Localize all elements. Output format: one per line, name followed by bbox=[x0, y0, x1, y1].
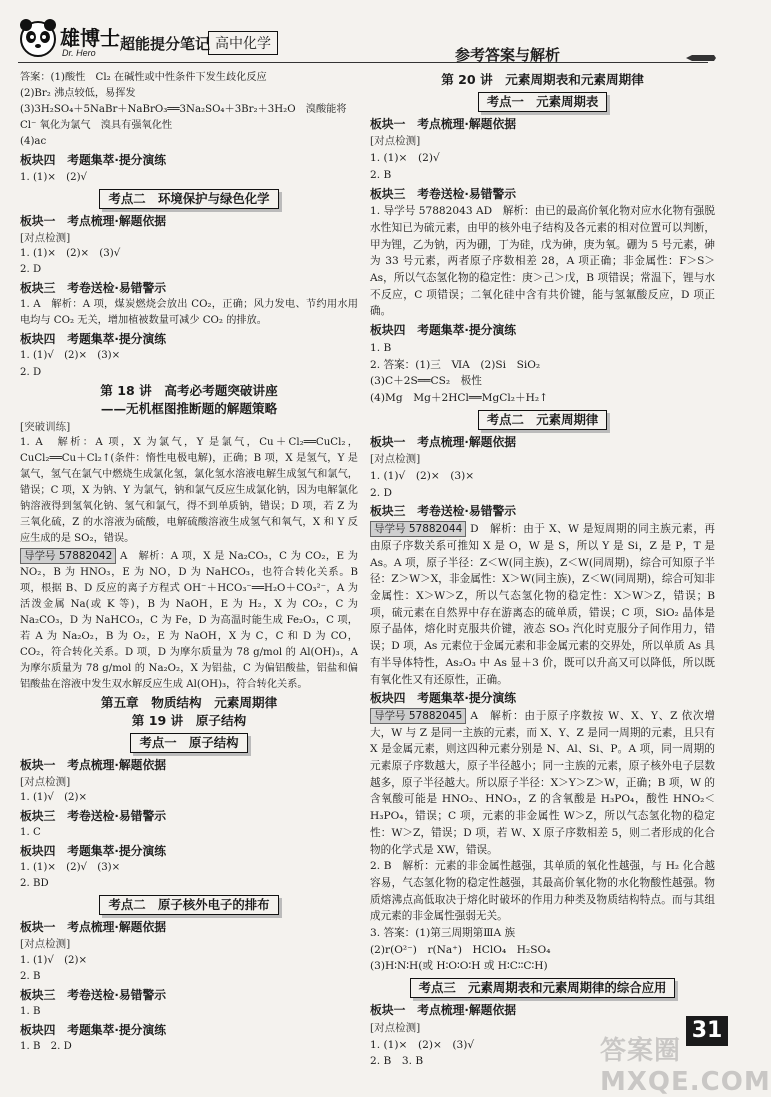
section-heading: 板块四 考题集萃·提分演练 bbox=[370, 691, 517, 706]
answer-line: 1. (1)√ (2)× (3)× bbox=[20, 350, 121, 362]
section-heading: 板块一 考点梳理·解题依据 bbox=[20, 213, 167, 228]
answer-line: 1. (1)× (2)× (3)√ bbox=[20, 247, 121, 259]
section-heading: 板块四 考题集萃·提分演练 bbox=[20, 1022, 167, 1037]
subject-badge: 高中化学 bbox=[208, 31, 278, 55]
answer-line: 2. B bbox=[20, 970, 41, 982]
answer-line: 1. (1)× (2)× (3)√ bbox=[370, 1038, 475, 1051]
answer-line: 1. (1)× (2)√ bbox=[20, 171, 88, 183]
page-header bbox=[0, 0, 750, 62]
section-heading: 板块四 考题集萃·提分演练 bbox=[370, 323, 517, 338]
answer-line: 1. A 解析：A 项，煤炭燃烧会放出 CO₂，正确；风力发电、节约用水用电均与 CO₂ 无关，增加植被数量可减少 CO₂ 的排放。 bbox=[20, 299, 358, 327]
check-label: [对点检测] bbox=[370, 135, 421, 148]
answer-line: 2. B 解析：元素的非金属性越强，其单质的氧化性越强，与 H₂ 化合越容易，气态氢化物的稳定性越强，其最高价氧化物的水化物酸性越强。物质熔沸点高低取决于熔化时破坏的作用力种类及物质结构特点。而与其组成元素的非金属性强弱无关。 bbox=[370, 860, 715, 923]
chapter-heading: 第 20 讲 元素周期表和元素周期律 bbox=[441, 72, 644, 87]
answer-line: (4)ac bbox=[20, 136, 47, 148]
check-label: [对点检测] bbox=[20, 231, 71, 244]
answer-text: D 解析：由于 X、W 是短周期的同主族元素，再由原子序数关系可推知 X 是 O，W 是 S，所以 Y 是 Si，Z 是 P，T 是 As。A 项，原子半径：Z＜W(同主族)，Z＜W(同周期)，综合可知原子半径：Z＞W＞X，非金属性：X＞W(同主族)，Z＜W(同周期)，综合可知非金属性：X＞W＞Z，所以气态氢化物的稳定性：X＞W＞Z，错误；B 项，硫元素在自然界中存在游离态的硫单质，错误；C 项，SiO₂ 晶体是原子晶体，熔化时克服共价键，液态 SO₃ 汽化时克服分子间作用力，错误；D 项，As 元素位于金属元素和非金属元素的交界处，所以单质 As 具有半导体特性，As₂O₃ 中 As 显＋3 价，既可以升高又可以降低，所以既有氧化性又有还原性，正确。 bbox=[370, 523, 715, 686]
answer-line: 2. D bbox=[20, 263, 42, 275]
check-label: [突破训练] bbox=[20, 420, 71, 433]
answer-line: Cl⁻ 氧化为氯气 溴具有强氧化性 bbox=[20, 120, 173, 132]
answer-line: 1. (1)× (2)√ (3)× bbox=[20, 862, 121, 874]
answer-line: (3)C＋2S══CS₂ 极性 bbox=[370, 375, 482, 388]
book-title: 超能提分笔记 bbox=[120, 35, 211, 53]
right-column bbox=[370, 70, 715, 1070]
answer-paragraph bbox=[20, 548, 358, 694]
answer-line: 1. (1)√ (2)× (3)× bbox=[370, 470, 475, 483]
topic-heading-box: 考点一 原子结构 bbox=[130, 733, 247, 753]
section-title: 参考答案与解析 bbox=[455, 46, 561, 64]
section-heading: 板块一 考点梳理·解题依据 bbox=[370, 434, 517, 449]
answer-line: 3. 答案：(1)第三周期第ⅢA 族 bbox=[370, 927, 516, 940]
answer-line: 1. B 2. D bbox=[20, 1040, 72, 1052]
section-heading: 板块四 考题集萃·提分演练 bbox=[20, 332, 167, 347]
guide-number-tag: 导学号 57882044 bbox=[370, 521, 466, 537]
answer-line: 2. BD bbox=[20, 878, 49, 890]
answer-line: (4)Mg Mg＋2HCl══MgCl₂＋H₂↑ bbox=[370, 391, 549, 404]
pencil-icon bbox=[686, 54, 716, 62]
section-heading: 板块三 考卷送检·易错警示 bbox=[20, 987, 167, 1002]
guide-number-tag: 导学号 57882042 bbox=[20, 548, 116, 564]
answer-line: (3)3H₂SO₄＋5NaBr＋NaBrO₃══3Na₂SO₄＋3Br₂＋3H₂O 溴酸能将 bbox=[20, 104, 347, 116]
section-heading: 板块三 考卷送检·易错警示 bbox=[370, 186, 517, 201]
chapter-heading: 第五章 物质结构 元素周期律 bbox=[100, 695, 278, 711]
header-rule bbox=[18, 62, 708, 63]
answer-line: 1. B bbox=[20, 1005, 41, 1017]
section-heading: 板块一 考点梳理·解题依据 bbox=[370, 116, 517, 131]
check-label: [对点检测] bbox=[370, 453, 421, 466]
check-label: [对点检测] bbox=[20, 938, 71, 951]
answer-paragraph bbox=[370, 521, 715, 688]
section-heading: 板块三 考卷送检·易错警示 bbox=[20, 808, 167, 823]
answer-line: 1. (1)√ (2)× bbox=[20, 791, 88, 803]
answer-line: 答案：(1)酸性 Cl₂ 在碱性或中性条件下发生歧化反应 bbox=[20, 72, 267, 83]
page-number: 31 bbox=[686, 1016, 728, 1046]
answer-line: (2)Br₂ 沸点较低，易挥发 bbox=[20, 88, 136, 100]
brand-english: Dr. Hero bbox=[62, 48, 96, 58]
answer-line: 1. B bbox=[370, 341, 392, 354]
section-heading: 板块四 考题集萃·提分演练 bbox=[20, 153, 167, 168]
section-heading: 板块四 考题集萃·提分演练 bbox=[20, 844, 167, 859]
answer-line: 1. C bbox=[20, 826, 41, 838]
section-heading: 板块一 考点梳理·解题依据 bbox=[20, 757, 167, 772]
answer-paragraph bbox=[370, 708, 715, 858]
answer-line: 1. 导学号 57882043 AD 解析：由已的最高价氧化物对应水化物有强脱水性知已为硫元素，由甲的核外电子结构及各元素的相对位置可以判断，甲为锂，乙为钠，丙为硼，丁为硅，戊为砷，庚为氧。硼为 5 号元素，砷为 33 号元素，两者原子序数相差 28，A 项正确；非金属性：F＞S＞As，所以气态氢化物的稳定性：庚＞己＞戊，B 项错误；常温下，锂与水不反应，C 项错误；二氧化硅中含有共价键，能与氢氟酸反应，D 项正确。 bbox=[370, 205, 715, 318]
panda-logo-icon bbox=[18, 18, 58, 58]
answer-line: 1. A 解析：A 项，X 为氯气，Y 是氯气，Cu＋Cl₂══CuCl₂，CuCl₂══Cu＋Cl₂↑(条件：惰性电极电解)，正确；B 项，X 是氢气，Y 是氯气，氢气在氯气中燃烧生成氯化氢，氯化氢水溶液电解生成氢气和氯气，错误；C 项，X 为钠、Y 为氯气，钠和氯气反应生成氯化钠，因为电解氯化钠溶液得到氢氧化钠、氢气和氯气，得不到单质钠，错误；D 项，若 Z 为三氧化硫，Z 的水溶液为硫酸，电解硫酸溶液生成氢气和氧气，X 和 Y 反应生成的是 SO₂，错误。 bbox=[20, 436, 358, 545]
answer-line: (2)r(O²⁻) r(Na⁺) HClO₄ H₂SO₄ bbox=[370, 943, 551, 956]
check-label: [对点检测] bbox=[370, 1021, 421, 1034]
answer-text: A 解析：由于原子序数按 W、X、Y、Z 依次增大，W 与 Z 是同一主族的元素，而 X、Y、Z 是同一周期的元素，且只有 X 是金属元素，则这四种元素分别是 N、Al、Si、P。A 项，同一周期的元素原子序数越大，原子半径越小；同一主族的元素，原子核外电子层数越多，原子半径越大。所以原子半径：X＞Y＞Z＞W，正确；B 项，W 的含氧酸可能是 HNO₂、HNO₃，Z 的含氧酸是 H₃PO₄，酸性 HNO₂＜H₃PO₄，错误；C 项，元素的非金属性 W＞Z，所以气态氢化物的稳定性：W＞Z，错误；D 项，若 W、X 原子序数相差 5，则二者形成的化合物的化学式是 XW，错误。 bbox=[370, 709, 715, 856]
section-heading: 板块一 考点梳理·解题依据 bbox=[370, 1003, 517, 1018]
chapter-heading: 第 18 讲 高考必考题突破讲座 bbox=[100, 382, 278, 398]
chapter-heading: 第 19 讲 原子结构 bbox=[131, 713, 247, 729]
topic-heading-box: 考点二 元素周期律 bbox=[478, 410, 608, 430]
brand-name: 雄博士 bbox=[60, 26, 120, 50]
answer-line: 2. D bbox=[370, 486, 392, 499]
left-column bbox=[20, 70, 358, 1055]
chapter-heading: ——无机框图推断题的解题策略 bbox=[100, 400, 278, 416]
answer-line: 1. (1)√ (2)× bbox=[20, 954, 88, 966]
answer-text: A 解析：A 项，X 是 Na₂CO₃，C 为 CO₂，E 为 NO₂，B 为 HNO₃，E 为 NO，D 为 NaHCO₃，也符合转化关系。B 项，根据 B、D 反应的离子方程式 OH⁻＋HCO₃⁻══H₂O＋CO₃²⁻，A 为活泼金属 Na(或 K 等)，B 为 NaOH，E 为 H₂，X 为 CO₂，C 为 Na₂CO₃，D 为 NaHCO₃，C 为 Fe，D 为高温时能生成 Fe₂O₃，C 项，若 A 为 Na₂O₂，B 为 O₂，E 为 NaOH，X 为 C，C 和 D 为 CO，CO₂，符合转化关系。D 项，D 为摩尔质量为 78 g/mol 的 Al(OH)₃，A 为摩尔质量为 78 g/mol 的 Na₂O₂，X 为铝盐，C 为偏铝酸盐，铝盐和偏铝酸盐在溶液中发生双水解反应生成 Al(OH)₃，符合转化关系。 bbox=[20, 550, 358, 691]
section-heading: 板块一 考点梳理·解题依据 bbox=[20, 920, 167, 935]
answer-line: 2. 答案：(1)三 ⅥA (2)Si SiO₂ bbox=[370, 358, 541, 371]
answer-line: 2. D bbox=[20, 366, 42, 378]
topic-heading-box: 考点二 环境保护与绿色化学 bbox=[99, 189, 278, 209]
answer-line: 2. B bbox=[370, 168, 392, 181]
guide-number-tag: 导学号 57882045 bbox=[370, 708, 466, 724]
topic-heading-box: 考点二 原子核外电子的排布 bbox=[99, 895, 278, 915]
answer-line: (3)H∶N∶H(或 H∶O∶O∶H 或 H∶C∶∶C∶H) bbox=[370, 960, 548, 973]
answer-line: 1. (1)× (2)√ bbox=[370, 152, 440, 165]
section-heading: 板块三 考卷送检·易错警示 bbox=[20, 281, 167, 296]
check-label: [对点检测] bbox=[20, 775, 71, 788]
section-heading: 板块三 考卷送检·易错警示 bbox=[370, 504, 517, 519]
answer-line: 2. B 3. B bbox=[370, 1055, 424, 1068]
topic-heading-box: 考点一 元素周期表 bbox=[478, 92, 608, 112]
topic-heading-box: 考点三 元素周期表和元素周期律的综合应用 bbox=[410, 978, 676, 998]
watermark: 答案圈 MXQE.COM bbox=[600, 1036, 771, 1097]
